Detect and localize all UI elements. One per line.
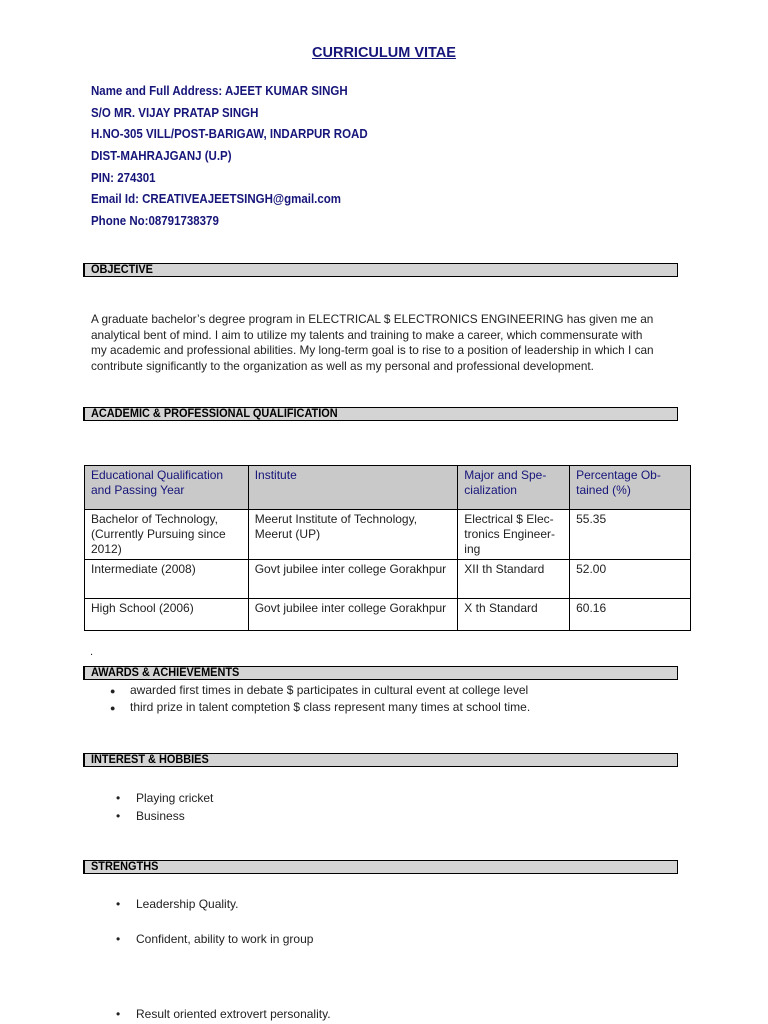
bullet-icon: •	[116, 791, 121, 805]
award-text: third prize in talent comptetion $ class represent many times at school time.	[130, 700, 531, 714]
stray-dot: .	[90, 646, 94, 658]
bullet-icon: •	[116, 1007, 121, 1021]
bullet-icon: •	[116, 932, 121, 946]
bullet-icon: •	[116, 809, 121, 823]
table-header-cell: Major and Spe-cialization	[458, 466, 570, 510]
objective-line: contribute significantly to the organization as well as my personal and professional development.	[91, 358, 594, 373]
objective-line: A graduate bachelor’s degree program in ELECTRICAL $ ELECTRONICS ENGINEERING has given me an	[91, 312, 654, 326]
table-row	[85, 510, 691, 560]
interest-text: Playing cricket	[136, 791, 214, 805]
table-cell: Meerut Institute of Technology, Meerut (UP)	[248, 510, 458, 560]
section-qualification-header	[83, 407, 678, 421]
table-header-cell: Educational Qualification and Passing Year	[85, 466, 249, 510]
section-awards-title: AWARDS & ACHIEVEMENTS	[91, 667, 240, 679]
strength-text: Confident, ability to work in group	[136, 932, 314, 946]
bullet-icon: •	[116, 897, 121, 911]
table-cell: 60.16	[570, 599, 691, 631]
table-cell: High School (2006)	[85, 599, 249, 631]
contact-parent: S/O MR. VIJAY PRATAP SINGH	[91, 105, 259, 120]
interests-list	[116, 790, 214, 826]
objective-line: my academic and professional abilities. My long-term goal is to rise to a position of leadership in which I can	[91, 343, 654, 357]
table-row	[85, 560, 691, 599]
list-item	[116, 790, 214, 808]
qualification-table	[84, 465, 691, 631]
section-qualification-title: ACADEMIC & PROFESSIONAL QUALIFICATION	[91, 408, 338, 420]
list-item	[116, 896, 239, 912]
section-interests-title: INTEREST & HOBBIES	[91, 754, 209, 766]
contact-pin: PIN: 274301	[91, 170, 156, 185]
award-text: awarded first times in debate $ participates in cultural event at college level	[130, 683, 529, 697]
table-cell: 52.00	[570, 560, 691, 599]
list-item	[116, 808, 213, 826]
section-strengths-title: STRENGTHS	[91, 861, 159, 873]
table-cell: Bachelor of Technology, (Currently Pursuing since 2012)	[85, 510, 249, 560]
awards-list	[110, 682, 531, 716]
table-cell: 55.35	[570, 510, 691, 560]
strength-text: Leadership Quality.	[136, 897, 239, 911]
contact-email: Email Id: CREATIVEAJEETSINGH@gmail.com	[91, 192, 341, 207]
table-header-row	[85, 466, 691, 510]
table-cell: X th Standard	[458, 599, 570, 631]
table-cell: Govt jubilee inter college Gorakhpur	[248, 560, 458, 599]
section-interests-header	[83, 753, 678, 767]
section-awards-header	[83, 666, 678, 680]
document-title: CURRICULUM VITAE	[312, 45, 456, 61]
contact-house-address: H.NO-305 VILL/POST-BARIGAW, INDARPUR ROAD	[91, 127, 368, 142]
objective-paragraph	[91, 312, 691, 374]
contact-name-address: Name and Full Address: AJEET KUMAR SINGH	[91, 84, 348, 98]
list-item	[110, 682, 530, 699]
objective-line: analytical bent of mind. I aim to utilize my talents and training to make a career, which commensurate with	[91, 327, 643, 342]
section-objective-title: OBJECTIVE	[91, 264, 153, 276]
contact-district: DIST-MAHRAJGANJ (U.P)	[91, 149, 232, 164]
table-row	[85, 599, 691, 631]
table-header-cell: Institute	[248, 466, 458, 510]
contact-block	[91, 83, 392, 235]
list-item	[116, 931, 314, 947]
table-cell: Electrical $ Elec-tronics Engineer-ing	[458, 510, 570, 560]
section-strengths-header	[83, 860, 678, 874]
list-item	[116, 1006, 331, 1022]
table-cell: Intermediate (2008)	[85, 560, 249, 599]
interest-text: Business	[136, 809, 185, 823]
table-header-cell: Percentage Ob-tained (%)	[570, 466, 691, 510]
bullet-icon: ●	[110, 703, 116, 713]
strength-text: Result oriented extrovert personality.	[136, 1007, 331, 1021]
list-item	[110, 699, 531, 716]
bullet-icon: ●	[110, 686, 116, 696]
contact-phone: Phone No:08791738379	[91, 214, 219, 229]
table-cell: Govt jubilee inter college Gorakhpur	[248, 599, 458, 631]
table-cell: XII th Standard	[458, 560, 570, 599]
section-objective-header	[83, 263, 678, 277]
